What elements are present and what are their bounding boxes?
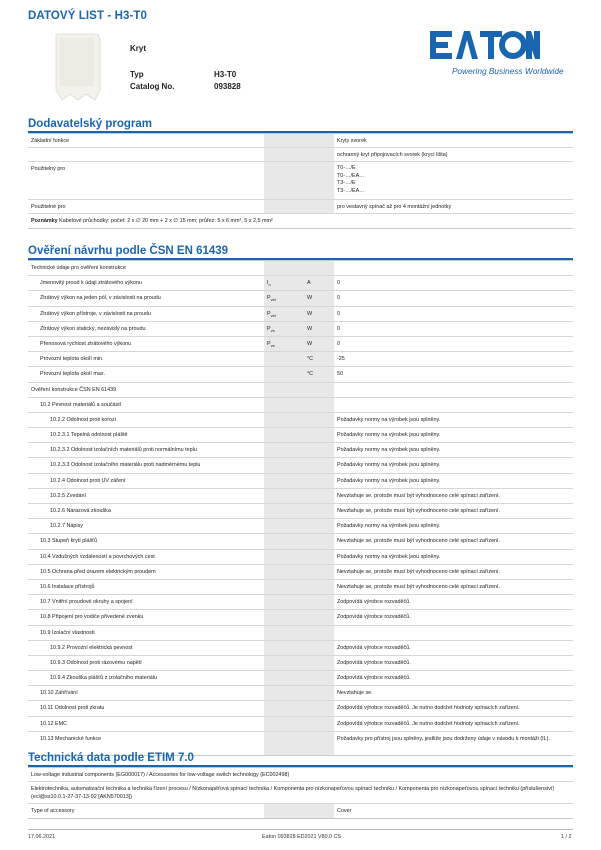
row-unit [304, 428, 334, 442]
row-symbol: $P_{vid}$ [264, 291, 304, 305]
row-value: Požadavky pro přístroj jsou splněny, jestliže jsou dodrženy údaje v návodu k montáži (IL). [337, 735, 550, 742]
row-unit [304, 458, 334, 472]
footer-doc-id: Eaton 093828 ED2021 V80.0 CS [262, 834, 342, 840]
row-value: Požadavky normy na výrobek jsou splněny. [337, 416, 441, 423]
row-value: Požadavky normy na výrobek jsou splněny. [337, 477, 441, 484]
row-value [334, 383, 573, 397]
table-row [28, 428, 573, 443]
verification-table [28, 260, 573, 756]
row-unit [304, 565, 334, 579]
row-value: Nevztahuje se, protože musí být vyhodnoceno celé spínací zařízení. [337, 492, 501, 499]
table-row [28, 504, 573, 519]
table-row [28, 413, 573, 428]
table-row [28, 656, 573, 671]
row-unit [304, 717, 334, 731]
table-row [28, 565, 573, 580]
table-row: Type of accessory Cover [28, 804, 573, 818]
note-row [28, 214, 573, 228]
row-symbol: $P_{ve}$ [264, 337, 304, 351]
table-row [28, 534, 573, 549]
row-label: 10.2.5 Zvedání [50, 492, 86, 499]
row-unit [304, 595, 334, 609]
table-row [28, 383, 573, 398]
row-label: 10.3 Stupeň krytí plášťů [40, 538, 98, 545]
row-label: 10.2.2 Odolnost proti korozi [50, 416, 116, 423]
row-symbol [264, 474, 304, 488]
row-symbol [264, 565, 304, 579]
row-label: 10.2.4 Odolnost proti UV záření [50, 477, 126, 484]
row-value: Nevztahuje se, protože musí být vyhodnoceno celé spínací zařízení. [337, 508, 501, 514]
row-unit [304, 686, 334, 700]
row-label: 10.2.3.1 Tepelná odolnost pláště [50, 432, 128, 439]
table-row [28, 641, 573, 656]
row-symbol [264, 261, 304, 275]
note-text: Kabelové průchodky: počet: 2 x ∅ 20 mm + 2 x ∅ 15 mm; průřez: 5 x 6 mm², 5 x 2,5 mm² [59, 218, 273, 224]
row-label: Ověření konstrukce ČSN EN 61439 [31, 386, 117, 393]
row-unit: °C [304, 367, 334, 381]
row-symbol [264, 504, 304, 518]
row-label: 10.9 Izolační vlastnosti [40, 629, 95, 636]
row-value: 0 [337, 295, 340, 302]
row-value: 0 [337, 310, 340, 317]
row-value: 50 [337, 371, 343, 378]
row-label: Ztrátový výkon přístroje, v závislosti na proudu [40, 310, 151, 317]
table-row [28, 276, 573, 291]
row-unit [304, 519, 334, 533]
row-symbol [264, 595, 304, 609]
row-value [334, 626, 573, 640]
table-row [28, 626, 573, 641]
row-unit [304, 732, 334, 755]
row-symbol [264, 656, 304, 670]
row-unit [304, 641, 334, 655]
row-label: 10.2.3.2 Odolnost izolačních materiálů proti normálnímu teplu [50, 447, 197, 454]
row-unit: A [304, 276, 334, 290]
table-row [28, 337, 573, 352]
row-unit [304, 671, 334, 685]
row-value [334, 398, 573, 412]
table-row: Low-voltage industrial components (EG000017) / Accessories for low-voltage switch technology (EC002498) [28, 768, 573, 782]
row-symbol [264, 686, 304, 700]
row-symbol [264, 367, 304, 381]
row-label: 10.2 Pevnost materiálů a součástí [40, 401, 122, 408]
supplier-table [28, 133, 573, 229]
row-label: 10.9.3 Odolnost proti rázovému napětí [50, 659, 142, 666]
table-row [28, 671, 573, 686]
footer-page-number: 1 / 2 [561, 834, 572, 840]
row-value: Zodpovídá výrobce rozvaděčů. Je nutno dodržet hodnoty spínacích zařízení. [337, 705, 520, 712]
table-row [28, 550, 573, 565]
row-label: 10.2.7 Nápisy [50, 523, 83, 530]
footer-date: 17.06.2021 [28, 834, 55, 840]
row-label: Provozní teplota okolí min. [40, 356, 104, 363]
table-row [28, 519, 573, 534]
row-symbol [264, 701, 304, 715]
row-unit [304, 474, 334, 488]
table-row [28, 458, 573, 473]
row-symbol [264, 626, 304, 640]
row-symbol [264, 383, 304, 397]
row-symbol [264, 671, 304, 685]
table-row [28, 580, 573, 595]
row-label: 10.9.4 Zkouška plášťů z izolačního materiálu [50, 675, 157, 682]
row-symbol [264, 398, 304, 412]
row-value: Zodpovídá výrobce rozvaděčů. [337, 659, 411, 666]
footer-divider [28, 829, 573, 830]
table-row: Použitelné pro pro vestavný spínač až pro 4 montážní jednotky [28, 200, 573, 214]
section-heading-verification: Ověření návrhu podle ČSN EN 61439 [28, 245, 229, 257]
row-value: 0 [337, 280, 340, 287]
row-label: Přenosová rychlost ztrátového výkonu [40, 340, 132, 347]
row-unit: W [304, 307, 334, 321]
row-symbol [264, 732, 304, 755]
table-row [28, 610, 573, 625]
row-unit [304, 610, 334, 624]
row-value: Zodpovídá výrobce rozvaděčů. [337, 644, 411, 651]
catalog-label: Catalog No. [130, 82, 175, 91]
row-label: Technické údaje pro ověření konstrukce [31, 265, 126, 271]
row-symbol: $P_{vid}$ [264, 307, 304, 321]
row-symbol: $I_n$ [264, 276, 304, 290]
row-unit [304, 534, 334, 548]
table-row: Základní funkce Kryty svorek [28, 134, 573, 148]
row-value [334, 261, 573, 275]
row-symbol [264, 428, 304, 442]
table-row [28, 367, 573, 382]
eaton-logo [430, 30, 540, 60]
table-row: ochranný kryt připojovacích svorek (krycí lišta) [28, 148, 573, 162]
row-label: 10.4 Vzdušných vzdáleností a povrchových cest [40, 553, 155, 560]
row-unit [304, 413, 334, 427]
row-label: 10.11 Odolnost proti zkratu [40, 705, 105, 712]
table-row [28, 489, 573, 504]
row-value: Nevztahuje se, protože musí být vyhodnoceno celé spínací zařízení. [337, 583, 501, 590]
table-row [28, 686, 573, 701]
product-image [48, 30, 106, 102]
row-symbol [264, 519, 304, 533]
row-symbol [264, 443, 304, 457]
row-symbol [264, 717, 304, 731]
row-label: Ztrátový výkon statický, nezávislý na proudu [40, 325, 146, 332]
row-value: Nevztahuje se. [337, 690, 373, 697]
row-label: Ztrátový výkon na jeden pól, v závislosti na proudu [40, 295, 161, 302]
row-symbol [264, 352, 304, 366]
row-symbol [264, 550, 304, 564]
row-label: 10.6 Instalace přístrojů [40, 583, 95, 590]
row-unit: W [304, 337, 334, 351]
row-value: 0 [337, 325, 340, 332]
section-heading-etim: Technická data podle ETIM 7.0 [28, 752, 194, 764]
row-label: 10.9.2 Provozní elektrická pevnost [50, 644, 133, 651]
row-value: Požadavky normy na výrobek jsou splněny. [337, 523, 441, 530]
row-unit [304, 398, 334, 412]
row-value: Požadavky normy na výrobek jsou splněny. [337, 553, 441, 560]
row-label: 10.12 EMC [40, 720, 67, 727]
row-label: 10.8 Připojení pro vodiče přivedené zvenku [40, 614, 144, 621]
row-symbol [264, 641, 304, 655]
row-label: 10.10 Zahřívání [40, 690, 78, 697]
row-unit [304, 443, 334, 457]
row-unit [304, 504, 334, 518]
row-unit [304, 550, 334, 564]
row-symbol: $P_{vs}$ [264, 322, 304, 336]
type-value: H3-T0 [214, 70, 237, 79]
row-symbol [264, 580, 304, 594]
row-symbol [264, 413, 304, 427]
table-row [28, 291, 573, 306]
row-unit [304, 656, 334, 670]
table-row [28, 352, 573, 367]
row-value: Zodpovídá výrobce rozvaděčů. Je nutno dodržet hodnoty spínacích zařízení. [337, 720, 520, 727]
row-unit: °C [304, 352, 334, 366]
row-value: Zodpovídá výrobce rozvaděčů. [337, 675, 411, 682]
table-row [28, 398, 573, 413]
row-unit [304, 383, 334, 397]
row-value: Požadavky normy na výrobek jsou splněny. [337, 462, 441, 469]
table-row [28, 701, 573, 716]
row-value: Zodpovídá výrobce rozvaděčů. [337, 614, 411, 621]
row-label: 10.2.6 Nárazová zkouška [50, 508, 111, 514]
catalog-value: 093828 [214, 82, 241, 91]
table-row [28, 443, 573, 458]
row-symbol [264, 534, 304, 548]
row-value: Nevztahuje se, protože musí být vyhodnoceno celé spínací zařízení. [337, 538, 501, 545]
row-unit [304, 626, 334, 640]
table-row [28, 307, 573, 322]
row-symbol [264, 458, 304, 472]
note-label: Poznámky [31, 218, 58, 224]
row-value: Požadavky normy na výrobek jsou splněny. [337, 447, 441, 454]
table-row [28, 261, 573, 276]
row-label: Provozní teplota okolí max. [40, 371, 106, 378]
row-label: Jmenovitý proud k údaji ztrátového výkonu [40, 280, 142, 287]
table-row: Elektrotechnika, automatizační technika a technika řízení procesu / Nízkonapěťová spínací technika / Komponenta pro nízkonapeťovou spínací techniku / Komponenta pro nízkonapeťovou spínací techniku (příslušenství) (ecl@ss10.0.1-27-37-13-92 [AKN570013]) [28, 782, 573, 804]
table-row [28, 474, 573, 489]
row-unit: W [304, 291, 334, 305]
table-row [28, 322, 573, 337]
row-symbol [264, 610, 304, 624]
row-value: 0 [337, 340, 340, 347]
row-unit: W [304, 322, 334, 336]
row-label: 10.2.3.3 Odolnost izolačního materiálu proti nadměrnému teplu [50, 462, 201, 469]
row-unit [304, 261, 334, 275]
page-title: DATOVÝ LIST - H3-T0 [28, 10, 148, 22]
type-label: Typ [130, 70, 144, 79]
row-value: Požadavky normy na výrobek jsou splněny. [337, 432, 441, 439]
row-value: -25 [337, 356, 345, 363]
row-unit [304, 489, 334, 503]
row-value: Nevztahuje se, protože musí být vyhodnoceno celé spínací zařízení. [337, 568, 501, 575]
row-unit [304, 580, 334, 594]
row-unit [304, 701, 334, 715]
tagline: Powering Business Worldwide [452, 66, 564, 76]
row-value: Zodpovídá výrobce rozvaděčů. [337, 599, 411, 606]
section-heading-supplier: Dodavatelský program [28, 118, 152, 130]
table-row [28, 717, 573, 732]
etim-table [28, 767, 573, 819]
row-symbol [264, 489, 304, 503]
table-row [28, 595, 573, 610]
row-label: 10.7 Vnitřní proudové okruhy a spojení [40, 599, 133, 606]
row-label: 10.5 Ochrana před úrazem elektrickým proudem [40, 568, 156, 575]
row-label: 10.13 Mechanické funkce [40, 735, 102, 742]
table-row: Použitelný pro T0-…/E T0-…/EA… T3-…/E T3-…/EA… [28, 162, 573, 200]
product-name: Kryt [130, 44, 147, 53]
